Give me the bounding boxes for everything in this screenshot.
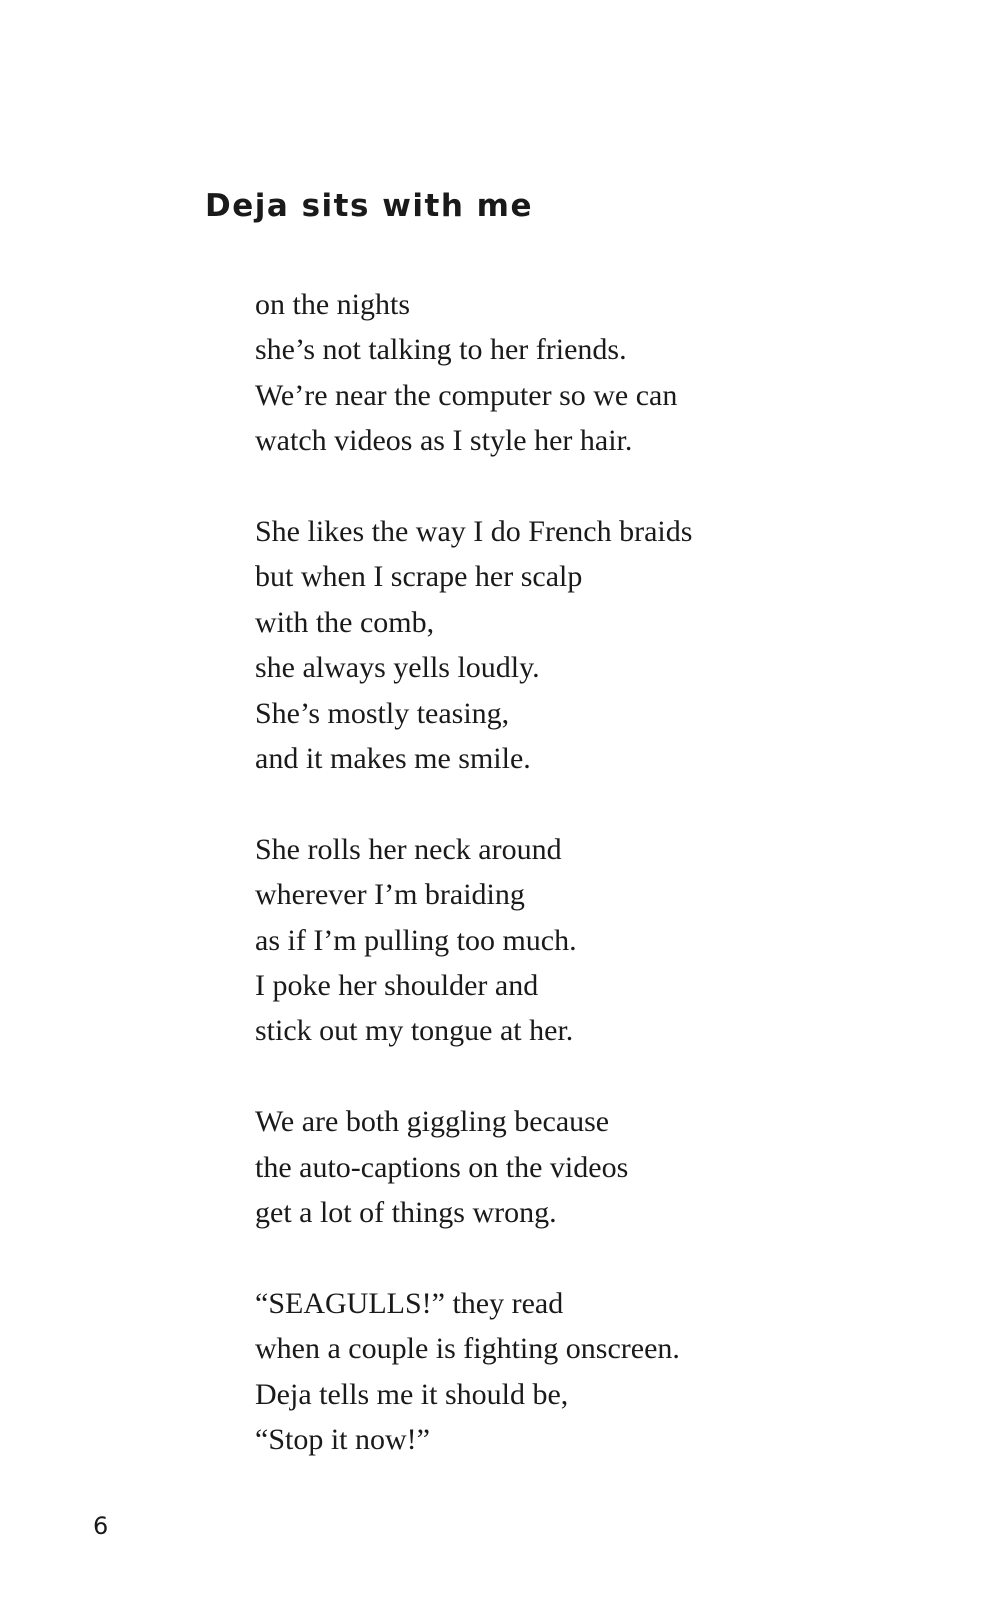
poem-line: wherever I’m braiding: [255, 878, 525, 912]
poem-title: Deja sits with me: [205, 188, 534, 224]
poem-line: with the comb,: [255, 605, 435, 639]
poem-line: she’s not talking to her friends.: [255, 333, 627, 367]
poem-line: she always yells loudly.: [255, 651, 540, 685]
poem-line: She likes the way I do French braids: [255, 515, 693, 549]
page-number: 6: [93, 1512, 109, 1540]
poem-line: the auto-captions on the videos: [255, 1150, 629, 1184]
poem-line: stick out my tongue at her.: [255, 1014, 574, 1048]
poem-line: “Stop it now!”: [255, 1423, 430, 1457]
poem-line: She’s mostly teasing,: [255, 696, 510, 730]
poem-line: get a lot of things wrong.: [255, 1196, 557, 1230]
poem-line: as if I’m pulling too much.: [255, 923, 577, 957]
poem-line: watch videos as I style her hair.: [255, 424, 633, 458]
poem-line: We’re near the computer so we can: [255, 378, 678, 412]
poem-line: She rolls her neck around: [255, 832, 562, 866]
poem-line: but when I scrape her scalp: [255, 560, 583, 594]
poem-line: and it makes me smile.: [255, 742, 531, 776]
poem-body: [255, 282, 955, 1508]
poem-line: when a couple is fighting onscreen.: [255, 1332, 680, 1366]
stanza: [255, 827, 955, 1054]
stanza: [255, 1099, 955, 1235]
poem-line: I poke her shoulder and: [255, 969, 539, 1003]
stanza: [255, 509, 955, 781]
stanza: [255, 1281, 955, 1463]
poem-line: Deja tells me it should be,: [255, 1377, 569, 1411]
poem-line: on the nights: [255, 288, 410, 321]
stanza: [255, 282, 955, 464]
poem-line: We are both giggling because: [255, 1105, 610, 1139]
poem-line: “SEAGULLS!” they read: [255, 1286, 564, 1320]
